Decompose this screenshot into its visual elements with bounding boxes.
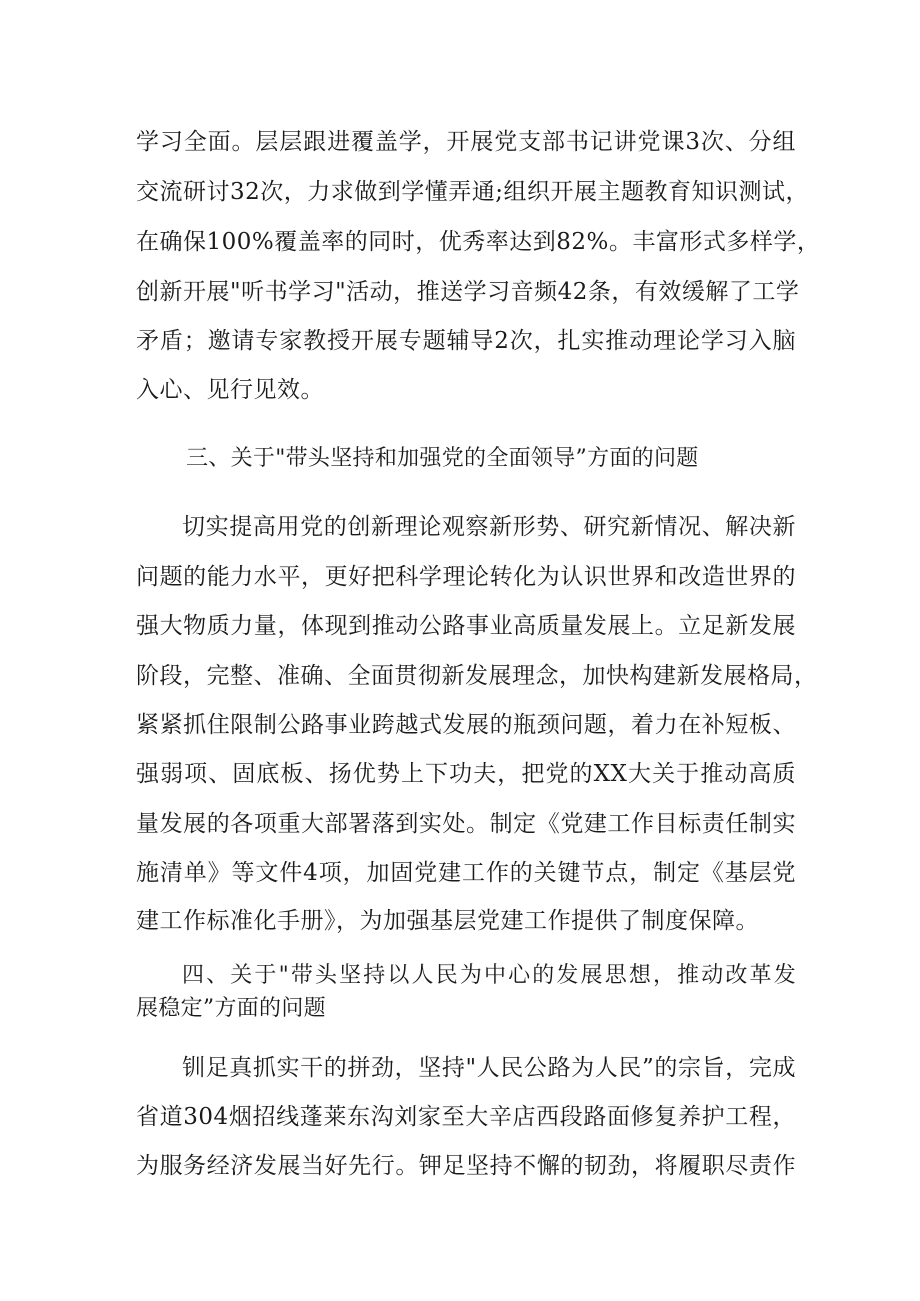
text-line: 为服务经济发展当好先行。钾足坚持不懈的韧劲，将履职尽责作 bbox=[136, 1153, 796, 1179]
text-line: 强弱项、固底板、扬优势上下功夫，把党的XX大关于推动高质 bbox=[136, 761, 796, 787]
text-line: 创新开展"听书学习"活动，推送学习音频42条，有效缓解了工学 bbox=[136, 279, 800, 305]
text-line: 阶段，完整、准确、全面贯彻新发展理念，加快构建新发展格局， bbox=[136, 663, 818, 689]
heading-line: 展稳定”方面的问题 bbox=[136, 996, 326, 1021]
text-line: 施清单》等文件4项，加固党建工作的关键节点，制定《基层党 bbox=[136, 860, 796, 886]
text-line: 钏足真抓实干的拼劲，坚持"人民公路为人民”的宗旨，完成 bbox=[182, 1055, 796, 1081]
text-line: 问题的能力水平，更好把科学理论转化为认识世界和改造世界的 bbox=[136, 564, 796, 590]
text-line: 学习全面。层层跟进覆盖学，开展党支部书记讲党课3次、分组 bbox=[136, 129, 796, 155]
text-line: 强大物质力量，体现到推动公路事业高质量发展上。立足新发展 bbox=[136, 613, 796, 639]
text-line: 入心、见行见效。 bbox=[136, 377, 324, 403]
heading-line: 四、关于"带头坚持以人民为中心的发展思想，推动改革发 bbox=[182, 963, 796, 988]
text-line: 量发展的各项重大部署落到实处。制定《党建工作目标责任制实 bbox=[136, 811, 796, 837]
text-line: 紧紧抓住限制公路事业跨越式发展的瓶颈问题，着力在补短板、 bbox=[136, 712, 796, 738]
text-line: 矛盾；邀请专家教授开展专题辅导2次，扎实推动理论学习入脑 bbox=[136, 328, 796, 354]
text-line: 省道304烟招线蓬莱东沟刘家至大辛店西段路面修复养护工程， bbox=[136, 1104, 796, 1130]
text-line: 建工作标准化手册》，为加强基层党建工作提供了制度保障。 bbox=[136, 908, 759, 934]
text-line: 交流研讨32次，力求做到学懂弄通;组织开展主题教育知识测试， bbox=[136, 179, 810, 205]
text-line: 切实提高用党的创新理论观察新形势、研究新情况、解决新 bbox=[182, 514, 796, 540]
text-line: 在确保100%覆盖率的同时，优秀率达到82%。丰富形式多样学， bbox=[136, 229, 821, 255]
section-heading-three: 三、关于"带头坚持和加强党的全面领导”方面的问题 bbox=[186, 446, 699, 471]
